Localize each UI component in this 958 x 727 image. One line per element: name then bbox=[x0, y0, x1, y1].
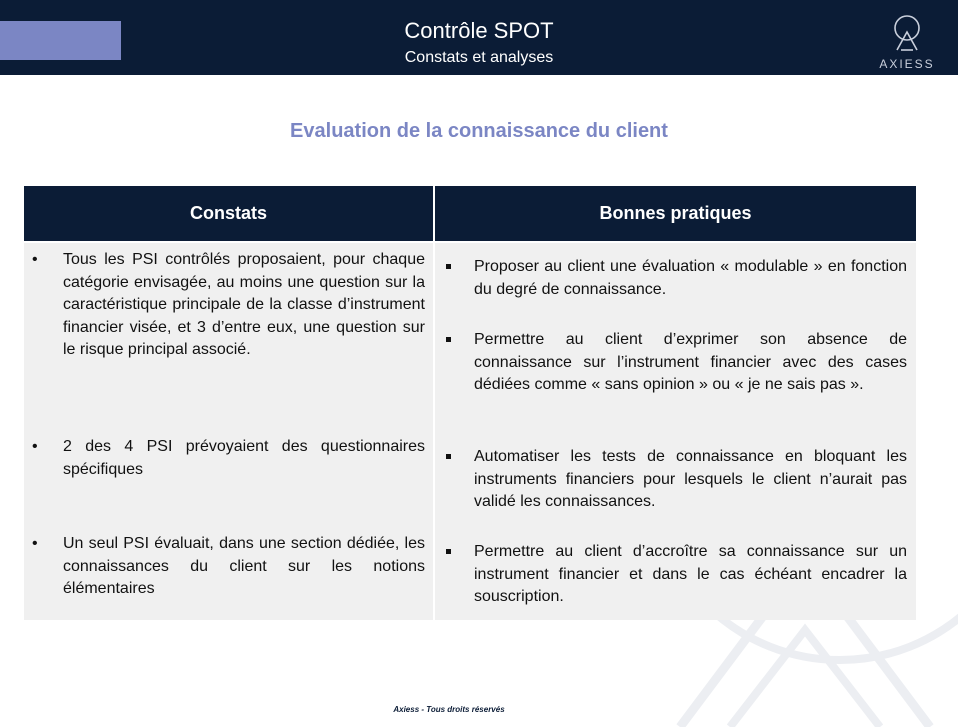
column-header-bonnes-pratiques: Bonnes pratiques bbox=[435, 186, 916, 241]
list-item: Tous les PSI contrôlés proposaient, pour chaque catégorie envisagée, au moins une question sur la caractéristique principale de la classe d’instrument financier visée, et 3 d’entre eux, une question sur le risque principal associé. bbox=[63, 251, 425, 358]
header-bar bbox=[0, 0, 958, 75]
list-item: Un seul PSI évaluait, dans une section dédiée, les connaissances du client sur les notions élémentaires bbox=[63, 535, 425, 597]
square-bullet-icon bbox=[446, 264, 451, 269]
footer-copyright: Axiess - Tous droits réservés bbox=[393, 705, 505, 714]
page-title: Contrôle SPOT bbox=[404, 18, 554, 43]
list-item: Permettre au client d’exprimer son absence de connaissance sur l’instrument financier avec des cases dédiées comme « sans opinion » ou « je ne sais pas ». bbox=[474, 331, 907, 393]
list-item: 2 des 4 PSI prévoyaient des questionnaires spécifiques bbox=[63, 438, 425, 478]
constats-cell bbox=[24, 243, 433, 620]
square-bullet-icon bbox=[446, 454, 451, 459]
bonnes-pratiques-cell bbox=[435, 243, 916, 620]
list-item: Permettre au client d’accroître sa connaissance sur un instrument financier et dans le cas échéant encadrer la souscription. bbox=[474, 543, 907, 605]
bullet-icon: • bbox=[32, 535, 38, 552]
column-header-constats: Constats bbox=[24, 186, 433, 241]
section-title: Evaluation de la connaissance du client bbox=[290, 120, 668, 142]
square-bullet-icon bbox=[446, 337, 451, 342]
axiess-logo-icon bbox=[891, 14, 923, 54]
page-subtitle: Constats et analyses bbox=[404, 49, 554, 66]
square-bullet-icon bbox=[446, 549, 451, 554]
list-item: Automatiser les tests de connaissance en bloquant les instruments financiers pour lesquels le client n’aurait pas validé les connaissances. bbox=[474, 448, 907, 510]
comparison-table bbox=[24, 186, 916, 620]
list-item: Proposer au client une évaluation « modulable » en fonction du degré de connaissance. bbox=[474, 258, 907, 298]
bullet-icon: • bbox=[32, 251, 38, 268]
bullet-icon: • bbox=[32, 438, 38, 455]
brand-name: AXIESS bbox=[879, 57, 935, 71]
brand bbox=[872, 14, 942, 72]
